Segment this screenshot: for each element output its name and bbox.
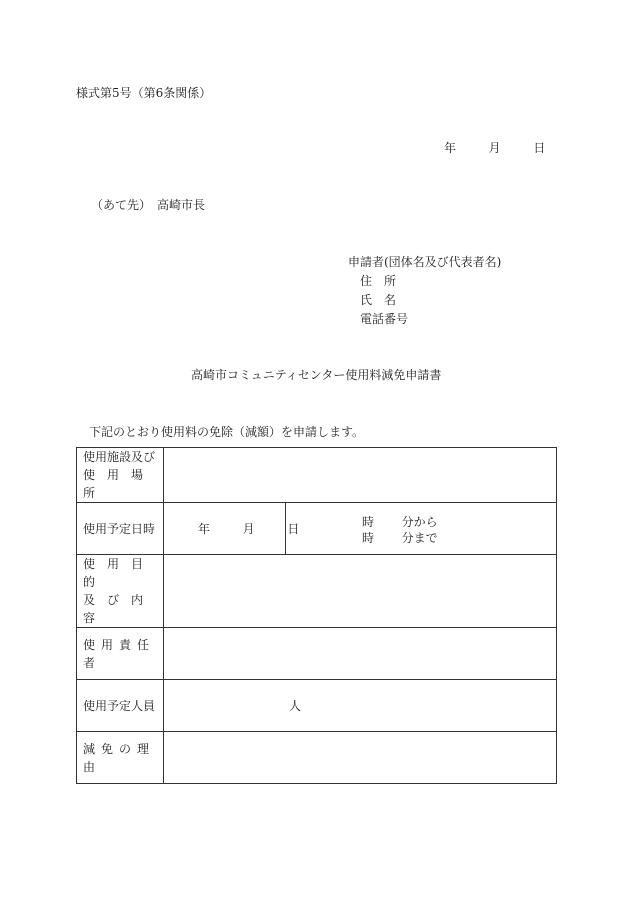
- form-number: 様式第5号（第6条関係）: [76, 86, 212, 100]
- purpose-input[interactable]: [164, 555, 557, 628]
- schedule-time-to[interactable]: [362, 532, 438, 544]
- row-reason: [77, 732, 557, 784]
- attendees-input[interactable]: [164, 680, 557, 732]
- row-schedule: [77, 503, 557, 555]
- row-attendees: [77, 680, 557, 732]
- header-date: [444, 142, 545, 154]
- applicant-title: 申請者(団体名及び代表者名): [348, 255, 502, 269]
- applicant-address-char1: 住: [360, 274, 373, 288]
- applicant-address: [360, 275, 396, 287]
- applicant-address-char2: 所: [383, 274, 396, 288]
- reason-input[interactable]: [164, 732, 557, 784]
- facility-label-line2: 使 用 場 所: [83, 468, 156, 500]
- header-date-month: 月: [488, 141, 501, 155]
- schedule-date-year: 年: [198, 522, 211, 536]
- applicant-name-char1: 氏: [360, 293, 373, 307]
- row-purpose: [77, 555, 557, 628]
- schedule-label-text: 使用予定日時: [83, 521, 156, 536]
- time-to-hour: 時: [362, 531, 375, 545]
- attendees-label: [77, 680, 164, 732]
- schedule-divider: [285, 503, 286, 554]
- responsible-label-text: 使用責任者: [83, 637, 156, 670]
- responsible-input[interactable]: [164, 628, 557, 680]
- attendees-unit: 人: [289, 699, 302, 713]
- schedule-time-from[interactable]: [362, 516, 438, 528]
- row-facility: [77, 448, 557, 503]
- schedule-cell: [164, 503, 557, 555]
- applicant-phone: 電話番号: [360, 312, 409, 326]
- facility-label: [77, 448, 164, 503]
- addressee: （あて先） 高崎市長: [91, 198, 206, 212]
- purpose-label-line2: 及 び 内 容: [83, 593, 156, 625]
- time-from-hour: 時: [362, 515, 375, 529]
- schedule-label: [77, 503, 164, 555]
- header-date-year: 年: [444, 141, 457, 155]
- applicant-name-char2: 名: [383, 293, 396, 307]
- reason-label-text: 減免の理由: [83, 741, 156, 774]
- purpose-label: [77, 555, 164, 628]
- facility-input[interactable]: [164, 448, 557, 503]
- responsible-label: [77, 628, 164, 680]
- intro-text: 下記のとおり使用料の免除（減額）を申請します。: [89, 425, 365, 439]
- time-to-min: 分まで: [401, 531, 438, 545]
- header-date-day: 日: [533, 141, 546, 155]
- reason-label: [77, 732, 164, 784]
- document-title: 高崎市コミュニティセンター使用料減免申請書: [191, 368, 442, 382]
- schedule-date-day: 日: [287, 522, 300, 536]
- time-from-min: 分から: [401, 515, 438, 529]
- schedule-date-month: 月: [242, 522, 255, 536]
- purpose-label-line1: 使 用 目 的: [83, 557, 156, 589]
- attendees-label-text: 使用予定人員: [83, 698, 156, 713]
- application-table: [76, 447, 557, 784]
- row-responsible: [77, 628, 557, 680]
- applicant-name: [360, 294, 396, 306]
- facility-label-line1: 使用施設及び: [83, 450, 156, 464]
